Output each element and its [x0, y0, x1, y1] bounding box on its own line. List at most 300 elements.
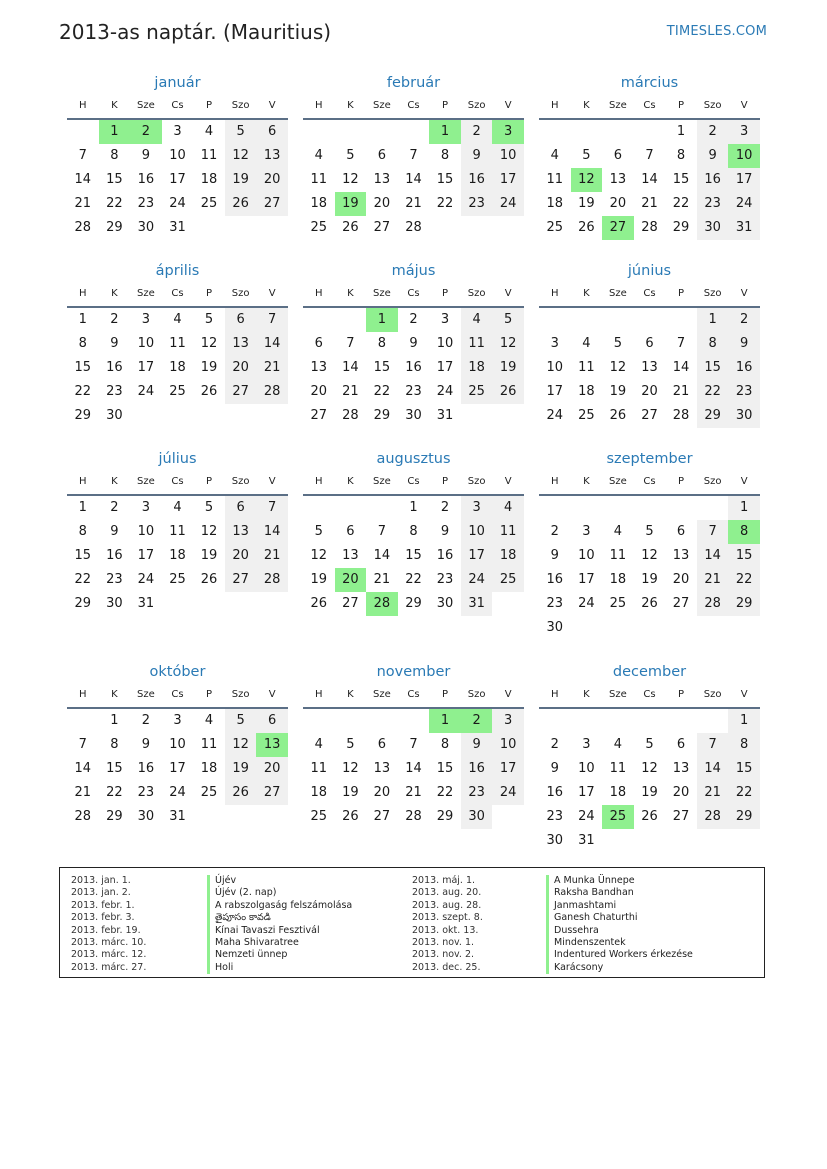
- day-cell[interactable]: 25: [310, 220, 328, 235]
- day-cell[interactable]: 15: [373, 360, 391, 375]
- day-cell[interactable]: 16: [106, 360, 123, 375]
- day-cell[interactable]: 22: [106, 785, 123, 800]
- day-cell[interactable]: 27: [373, 809, 391, 824]
- day-cell[interactable]: 8: [377, 336, 387, 351]
- day-cell[interactable]: 6: [346, 524, 355, 539]
- day-cell[interactable]: 4: [314, 737, 323, 752]
- day-cell[interactable]: 17: [169, 761, 186, 776]
- day-cell[interactable]: 21: [74, 785, 92, 800]
- day-cell[interactable]: 20: [373, 785, 391, 800]
- day-cell[interactable]: 7: [645, 148, 654, 163]
- day-cell[interactable]: 9: [141, 737, 151, 752]
- day-cell[interactable]: 26: [342, 809, 359, 824]
- day-cell[interactable]: 11: [200, 148, 218, 163]
- day-cell[interactable]: 23: [461, 781, 493, 805]
- day-cell[interactable]: 13: [342, 548, 359, 563]
- day-cell[interactable]: 8: [697, 332, 729, 356]
- day-cell[interactable]: 26: [310, 596, 328, 611]
- holiday-day-cell[interactable]: 8: [728, 520, 760, 544]
- day-cell[interactable]: 2: [141, 713, 151, 728]
- day-cell[interactable]: 4: [582, 336, 591, 351]
- day-cell[interactable]: 4: [204, 713, 214, 728]
- day-cell[interactable]: 5: [645, 737, 654, 752]
- day-cell[interactable]: 13: [225, 520, 257, 544]
- day-cell[interactable]: 6: [256, 709, 288, 733]
- day-cell[interactable]: 14: [405, 172, 422, 187]
- day-cell[interactable]: 10: [578, 548, 595, 563]
- day-cell[interactable]: 17: [492, 757, 524, 781]
- day-cell[interactable]: 20: [609, 196, 627, 211]
- day-cell[interactable]: 30: [697, 216, 729, 240]
- day-cell[interactable]: 20: [225, 544, 257, 568]
- day-cell[interactable]: 8: [676, 148, 686, 163]
- day-cell[interactable]: 6: [314, 336, 323, 351]
- day-cell[interactable]: 27: [342, 596, 359, 611]
- day-cell[interactable]: 4: [173, 312, 182, 327]
- day-cell[interactable]: 24: [492, 192, 524, 216]
- day-cell[interactable]: 15: [728, 544, 760, 568]
- day-cell[interactable]: 11: [169, 336, 186, 351]
- day-cell[interactable]: 16: [106, 548, 123, 563]
- day-cell[interactable]: 1: [110, 713, 119, 728]
- day-cell[interactable]: 22: [728, 568, 760, 592]
- day-cell[interactable]: 19: [200, 548, 218, 563]
- day-cell[interactable]: 3: [461, 496, 493, 520]
- day-cell[interactable]: 19: [342, 785, 359, 800]
- day-cell[interactable]: 28: [342, 408, 359, 423]
- day-cell[interactable]: 23: [137, 196, 155, 211]
- day-cell[interactable]: 31: [169, 809, 186, 824]
- day-cell[interactable]: 25: [200, 785, 218, 800]
- day-cell[interactable]: 7: [346, 336, 355, 351]
- day-cell[interactable]: 20: [256, 168, 288, 192]
- holiday-day-cell[interactable]: 13: [256, 733, 288, 757]
- day-cell[interactable]: 8: [728, 733, 760, 757]
- site-link[interactable]: TIMESLES.COM: [666, 24, 767, 39]
- day-cell[interactable]: 17: [492, 168, 524, 192]
- day-cell[interactable]: 2: [461, 120, 493, 144]
- day-cell[interactable]: 5: [492, 308, 524, 332]
- holiday-day-cell[interactable]: 28: [366, 592, 398, 616]
- day-cell[interactable]: 12: [310, 548, 328, 563]
- day-cell[interactable]: 9: [461, 733, 493, 757]
- day-cell[interactable]: 22: [106, 196, 123, 211]
- day-cell[interactable]: 25: [310, 809, 328, 824]
- day-cell[interactable]: 5: [645, 524, 654, 539]
- day-cell[interactable]: 10: [137, 336, 155, 351]
- day-cell[interactable]: 6: [676, 737, 686, 752]
- day-cell[interactable]: 18: [609, 785, 627, 800]
- day-cell[interactable]: 26: [200, 572, 218, 587]
- day-cell[interactable]: 19: [200, 360, 218, 375]
- day-cell[interactable]: 1: [78, 500, 87, 515]
- day-cell[interactable]: 16: [137, 172, 155, 187]
- day-cell[interactable]: 15: [106, 172, 123, 187]
- day-cell[interactable]: 16: [546, 572, 564, 587]
- holiday-day-cell[interactable]: 1: [99, 120, 131, 144]
- day-cell[interactable]: 20: [641, 384, 658, 399]
- day-cell[interactable]: 2: [697, 120, 729, 144]
- day-cell[interactable]: 26: [641, 809, 658, 824]
- day-cell[interactable]: 26: [578, 220, 595, 235]
- day-cell[interactable]: 22: [436, 196, 454, 211]
- day-cell[interactable]: 19: [641, 572, 658, 587]
- day-cell[interactable]: 19: [310, 572, 328, 587]
- day-cell[interactable]: 10: [546, 360, 564, 375]
- day-cell[interactable]: 4: [492, 496, 524, 520]
- day-cell[interactable]: 31: [578, 833, 595, 848]
- day-cell[interactable]: 3: [582, 524, 591, 539]
- day-cell[interactable]: 15: [106, 761, 123, 776]
- day-cell[interactable]: 29: [728, 592, 760, 616]
- day-cell[interactable]: 15: [74, 360, 92, 375]
- day-cell[interactable]: 18: [609, 572, 627, 587]
- day-cell[interactable]: 8: [78, 524, 87, 539]
- day-cell[interactable]: 19: [225, 168, 257, 192]
- day-cell[interactable]: 12: [492, 332, 524, 356]
- day-cell[interactable]: 12: [200, 524, 218, 539]
- day-cell[interactable]: 7: [697, 520, 729, 544]
- day-cell[interactable]: 22: [697, 380, 729, 404]
- day-cell[interactable]: 10: [578, 761, 595, 776]
- day-cell[interactable]: 13: [225, 332, 257, 356]
- day-cell[interactable]: 11: [461, 332, 493, 356]
- day-cell[interactable]: 23: [728, 380, 760, 404]
- day-cell[interactable]: 30: [546, 833, 564, 848]
- day-cell[interactable]: 10: [137, 524, 155, 539]
- day-cell[interactable]: 17: [728, 168, 760, 192]
- day-cell[interactable]: 25: [461, 380, 493, 404]
- day-cell[interactable]: 9: [697, 144, 729, 168]
- day-cell[interactable]: 24: [578, 809, 595, 824]
- day-cell[interactable]: 11: [609, 761, 627, 776]
- day-cell[interactable]: 31: [728, 216, 760, 240]
- day-cell[interactable]: 23: [697, 192, 729, 216]
- day-cell[interactable]: 27: [373, 220, 391, 235]
- day-cell[interactable]: 10: [169, 148, 186, 163]
- day-cell[interactable]: 5: [346, 737, 355, 752]
- day-cell[interactable]: 14: [697, 757, 729, 781]
- day-cell[interactable]: 12: [641, 761, 658, 776]
- day-cell[interactable]: 25: [169, 384, 186, 399]
- day-cell[interactable]: 22: [405, 572, 422, 587]
- day-cell[interactable]: 18: [169, 548, 186, 563]
- day-cell[interactable]: 30: [436, 596, 454, 611]
- day-cell[interactable]: 6: [613, 148, 623, 163]
- day-cell[interactable]: 19: [641, 785, 658, 800]
- day-cell[interactable]: 18: [546, 196, 564, 211]
- day-cell[interactable]: 21: [672, 384, 690, 399]
- day-cell[interactable]: 2: [728, 308, 760, 332]
- day-cell[interactable]: 11: [609, 548, 627, 563]
- day-cell[interactable]: 10: [461, 520, 493, 544]
- day-cell[interactable]: 14: [74, 761, 92, 776]
- day-cell[interactable]: 28: [256, 568, 288, 592]
- day-cell[interactable]: 18: [200, 172, 218, 187]
- day-cell[interactable]: 3: [550, 336, 559, 351]
- holiday-day-cell[interactable]: 20: [335, 568, 367, 592]
- day-cell[interactable]: 27: [256, 192, 288, 216]
- day-cell[interactable]: 14: [373, 548, 391, 563]
- day-cell[interactable]: 23: [436, 572, 454, 587]
- day-cell[interactable]: 7: [409, 737, 418, 752]
- day-cell[interactable]: 12: [225, 733, 257, 757]
- day-cell[interactable]: 22: [728, 781, 760, 805]
- day-cell[interactable]: 24: [137, 572, 155, 587]
- day-cell[interactable]: 22: [373, 384, 391, 399]
- day-cell[interactable]: 9: [110, 336, 119, 351]
- day-cell[interactable]: 6: [225, 308, 257, 332]
- day-cell[interactable]: 26: [492, 380, 524, 404]
- day-cell[interactable]: 4: [550, 148, 559, 163]
- day-cell[interactable]: 16: [405, 360, 422, 375]
- day-cell[interactable]: 16: [436, 548, 454, 563]
- holiday-day-cell[interactable]: 25: [602, 805, 634, 829]
- day-cell[interactable]: 5: [346, 148, 355, 163]
- day-cell[interactable]: 16: [728, 356, 760, 380]
- day-cell[interactable]: 16: [697, 168, 729, 192]
- day-cell[interactable]: 29: [106, 220, 123, 235]
- day-cell[interactable]: 23: [546, 596, 564, 611]
- day-cell[interactable]: 15: [74, 548, 92, 563]
- day-cell[interactable]: 27: [641, 408, 658, 423]
- day-cell[interactable]: 10: [492, 144, 524, 168]
- day-cell[interactable]: 1: [78, 312, 87, 327]
- day-cell[interactable]: 12: [200, 336, 218, 351]
- day-cell[interactable]: 20: [672, 785, 690, 800]
- day-cell[interactable]: 29: [436, 809, 454, 824]
- day-cell[interactable]: 13: [672, 761, 690, 776]
- day-cell[interactable]: 28: [405, 809, 422, 824]
- day-cell[interactable]: 25: [169, 572, 186, 587]
- day-cell[interactable]: 6: [225, 496, 257, 520]
- day-cell[interactable]: 6: [676, 524, 686, 539]
- day-cell[interactable]: 9: [440, 524, 450, 539]
- day-cell[interactable]: 29: [405, 596, 422, 611]
- day-cell[interactable]: 26: [641, 596, 658, 611]
- day-cell[interactable]: 24: [461, 568, 493, 592]
- day-cell[interactable]: 29: [697, 404, 729, 428]
- day-cell[interactable]: 2: [550, 524, 559, 539]
- day-cell[interactable]: 28: [641, 220, 658, 235]
- day-cell[interactable]: 3: [173, 713, 182, 728]
- day-cell[interactable]: 21: [697, 781, 729, 805]
- day-cell[interactable]: 2: [440, 500, 450, 515]
- day-cell[interactable]: 31: [169, 220, 186, 235]
- day-cell[interactable]: 28: [256, 380, 288, 404]
- day-cell[interactable]: 15: [405, 548, 422, 563]
- day-cell[interactable]: 30: [137, 220, 155, 235]
- day-cell[interactable]: 6: [256, 120, 288, 144]
- day-cell[interactable]: 4: [173, 500, 182, 515]
- day-cell[interactable]: 8: [440, 737, 450, 752]
- day-cell[interactable]: 29: [106, 809, 123, 824]
- day-cell[interactable]: 17: [461, 544, 493, 568]
- day-cell[interactable]: 9: [728, 332, 760, 356]
- day-cell[interactable]: 31: [461, 592, 493, 616]
- holiday-day-cell[interactable]: 1: [429, 120, 461, 144]
- day-cell[interactable]: 8: [409, 524, 418, 539]
- day-cell[interactable]: 5: [225, 709, 257, 733]
- day-cell[interactable]: 15: [436, 761, 454, 776]
- day-cell[interactable]: 30: [405, 408, 422, 423]
- day-cell[interactable]: 5: [613, 336, 623, 351]
- day-cell[interactable]: 12: [225, 144, 257, 168]
- day-cell[interactable]: 12: [641, 548, 658, 563]
- day-cell[interactable]: 30: [461, 805, 493, 829]
- day-cell[interactable]: 23: [137, 785, 155, 800]
- day-cell[interactable]: 7: [78, 737, 87, 752]
- day-cell[interactable]: 1: [676, 124, 686, 139]
- day-cell[interactable]: 21: [405, 785, 422, 800]
- day-cell[interactable]: 9: [409, 336, 418, 351]
- day-cell[interactable]: 3: [440, 312, 450, 327]
- day-cell[interactable]: 2: [110, 500, 119, 515]
- holiday-day-cell[interactable]: 2: [461, 709, 493, 733]
- holiday-day-cell[interactable]: 12: [571, 168, 603, 192]
- holiday-day-cell[interactable]: 10: [728, 144, 760, 168]
- day-cell[interactable]: 17: [546, 384, 564, 399]
- day-cell[interactable]: 28: [405, 220, 422, 235]
- day-cell[interactable]: 28: [74, 220, 92, 235]
- day-cell[interactable]: 6: [377, 148, 387, 163]
- day-cell[interactable]: 22: [672, 196, 690, 211]
- day-cell[interactable]: 22: [74, 572, 92, 587]
- day-cell[interactable]: 23: [461, 192, 493, 216]
- day-cell[interactable]: 14: [641, 172, 658, 187]
- day-cell[interactable]: 14: [672, 360, 690, 375]
- day-cell[interactable]: 29: [672, 220, 690, 235]
- day-cell[interactable]: 4: [314, 148, 323, 163]
- day-cell[interactable]: 13: [256, 144, 288, 168]
- day-cell[interactable]: 10: [492, 733, 524, 757]
- day-cell[interactable]: 5: [204, 312, 214, 327]
- day-cell[interactable]: 17: [436, 360, 454, 375]
- holiday-day-cell[interactable]: 3: [492, 120, 524, 144]
- day-cell[interactable]: 2: [409, 312, 418, 327]
- day-cell[interactable]: 23: [106, 384, 123, 399]
- day-cell[interactable]: 27: [672, 809, 690, 824]
- day-cell[interactable]: 3: [141, 500, 151, 515]
- day-cell[interactable]: 11: [578, 360, 595, 375]
- day-cell[interactable]: 22: [436, 785, 454, 800]
- day-cell[interactable]: 28: [697, 805, 729, 829]
- day-cell[interactable]: 11: [200, 737, 218, 752]
- day-cell[interactable]: 11: [546, 172, 564, 187]
- day-cell[interactable]: 26: [200, 384, 218, 399]
- day-cell[interactable]: 26: [225, 192, 257, 216]
- day-cell[interactable]: 24: [728, 192, 760, 216]
- day-cell[interactable]: 14: [405, 761, 422, 776]
- day-cell[interactable]: 16: [137, 761, 155, 776]
- day-cell[interactable]: 9: [110, 524, 119, 539]
- day-cell[interactable]: 8: [110, 737, 119, 752]
- day-cell[interactable]: 16: [461, 168, 493, 192]
- day-cell[interactable]: 13: [373, 761, 391, 776]
- day-cell[interactable]: 28: [672, 408, 690, 423]
- day-cell[interactable]: 22: [74, 384, 92, 399]
- day-cell[interactable]: 2: [550, 737, 559, 752]
- day-cell[interactable]: 1: [728, 709, 760, 733]
- day-cell[interactable]: 24: [137, 384, 155, 399]
- day-cell[interactable]: 20: [672, 572, 690, 587]
- day-cell[interactable]: 17: [169, 172, 186, 187]
- day-cell[interactable]: 31: [137, 596, 155, 611]
- day-cell[interactable]: 2: [110, 312, 119, 327]
- day-cell[interactable]: 10: [169, 737, 186, 752]
- day-cell[interactable]: 4: [461, 308, 493, 332]
- day-cell[interactable]: 21: [373, 572, 391, 587]
- day-cell[interactable]: 11: [310, 172, 328, 187]
- day-cell[interactable]: 24: [578, 596, 595, 611]
- day-cell[interactable]: 17: [578, 572, 595, 587]
- day-cell[interactable]: 23: [405, 384, 422, 399]
- day-cell[interactable]: 8: [440, 148, 450, 163]
- day-cell[interactable]: 20: [310, 384, 328, 399]
- day-cell[interactable]: 20: [373, 196, 391, 211]
- day-cell[interactable]: 21: [74, 196, 92, 211]
- holiday-day-cell[interactable]: 2: [130, 120, 162, 144]
- day-cell[interactable]: 1: [409, 500, 418, 515]
- day-cell[interactable]: 25: [200, 196, 218, 211]
- day-cell[interactable]: 18: [169, 360, 186, 375]
- day-cell[interactable]: 18: [578, 384, 595, 399]
- day-cell[interactable]: 25: [546, 220, 564, 235]
- day-cell[interactable]: 5: [582, 148, 591, 163]
- day-cell[interactable]: 29: [74, 408, 92, 423]
- day-cell[interactable]: 4: [204, 124, 214, 139]
- day-cell[interactable]: 18: [200, 761, 218, 776]
- day-cell[interactable]: 3: [582, 737, 591, 752]
- day-cell[interactable]: 25: [609, 596, 627, 611]
- day-cell[interactable]: 3: [173, 124, 182, 139]
- day-cell[interactable]: 30: [728, 404, 760, 428]
- day-cell[interactable]: 24: [169, 785, 186, 800]
- day-cell[interactable]: 14: [342, 360, 359, 375]
- day-cell[interactable]: 18: [310, 785, 328, 800]
- day-cell[interactable]: 21: [405, 196, 422, 211]
- day-cell[interactable]: 4: [613, 524, 623, 539]
- day-cell[interactable]: 4: [613, 737, 623, 752]
- day-cell[interactable]: 19: [225, 757, 257, 781]
- day-cell[interactable]: 5: [204, 500, 214, 515]
- day-cell[interactable]: 1: [697, 308, 729, 332]
- day-cell[interactable]: 16: [546, 785, 564, 800]
- day-cell[interactable]: 11: [169, 524, 186, 539]
- day-cell[interactable]: 27: [225, 380, 257, 404]
- day-cell[interactable]: 7: [676, 336, 686, 351]
- holiday-day-cell[interactable]: 1: [429, 709, 461, 733]
- day-cell[interactable]: 15: [728, 757, 760, 781]
- day-cell[interactable]: 9: [550, 548, 559, 563]
- day-cell[interactable]: 14: [697, 544, 729, 568]
- day-cell[interactable]: 15: [672, 172, 690, 187]
- day-cell[interactable]: 3: [492, 709, 524, 733]
- day-cell[interactable]: 21: [256, 544, 288, 568]
- day-cell[interactable]: 12: [609, 360, 627, 375]
- day-cell[interactable]: 23: [546, 809, 564, 824]
- day-cell[interactable]: 13: [373, 172, 391, 187]
- day-cell[interactable]: 20: [256, 757, 288, 781]
- day-cell[interactable]: 25: [578, 408, 595, 423]
- day-cell[interactable]: 12: [342, 761, 359, 776]
- day-cell[interactable]: 12: [342, 172, 359, 187]
- day-cell[interactable]: 18: [310, 196, 328, 211]
- holiday-day-cell[interactable]: 19: [335, 192, 367, 216]
- day-cell[interactable]: 8: [78, 336, 87, 351]
- day-cell[interactable]: 7: [409, 148, 418, 163]
- day-cell[interactable]: 6: [377, 737, 387, 752]
